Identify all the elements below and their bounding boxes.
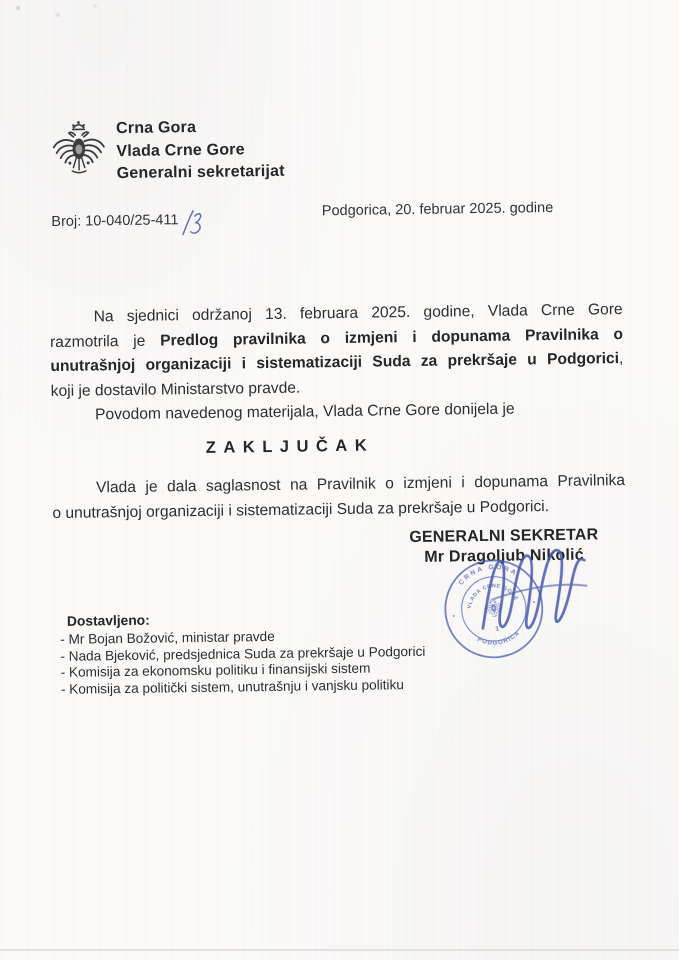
body-line: o unutrašnjoj organizaciji i sistematizaciji Suda za prekršaje u Podgorici. xyxy=(52,497,550,522)
montenegro-coat-of-arms-icon xyxy=(50,116,108,187)
list-item: - Nada Bjeković, predsjednica Suda za prekršaje u Podgorici xyxy=(60,643,426,664)
reference-row xyxy=(51,200,553,240)
body-line: koji je dostavilo Ministarstvo pravde. xyxy=(50,379,301,400)
signatory-title: GENERALNI SEKRETAR xyxy=(409,526,599,547)
distribution-label: Dostavljeno: xyxy=(66,612,150,629)
stamp-bottom-text: PODGORICA xyxy=(476,629,522,647)
signatory-name: Mr Dragoljub Nikolić xyxy=(424,546,584,566)
list-item: - Mr Bojan Božović, ministar pravde xyxy=(60,628,275,647)
body-text: , xyxy=(618,350,624,368)
handwritten-signature xyxy=(472,536,592,650)
conclusion-heading: ZAKLJUČAK xyxy=(205,436,375,457)
body-text-bold: Predlog pravilnika o izmjeni i dopunama Pravilnika o xyxy=(160,325,624,349)
reference-number xyxy=(51,205,206,240)
stamp-number: 1 xyxy=(494,625,500,633)
list-item: - Komisija za politički sistem, unutrašnju i vanjsku politiku xyxy=(60,676,404,697)
body-line: Na sjednici održanoj 13. februara 2025. godine, Vlada Crne Gore xyxy=(93,301,623,326)
document-body xyxy=(50,298,626,526)
handwritten-suffix-ink xyxy=(179,208,205,238)
body-text: razmotrila je xyxy=(49,331,161,351)
body-line: Vlada je dala saglasnost na Pravilnik o izmjeni i dopunama Pravilnika xyxy=(95,472,626,497)
stamp-inner-text: VLADA CRNE GORE xyxy=(466,583,520,610)
country-name: Crna Gora xyxy=(115,118,197,138)
reference-number-text: Broj: 10-040/25-411 xyxy=(51,212,179,230)
institution-name: Vlada Crne Gore xyxy=(116,140,245,160)
stamp-outer-text: CRNA GORA xyxy=(457,563,519,587)
stamp-separator-dot: • xyxy=(532,599,536,607)
department-name: Generalni sekretarijat xyxy=(116,162,285,183)
body-text-bold: unutrašnjoj organizaciji i sistematizaciji Suda za prekršaje u Podgorici xyxy=(50,350,620,376)
place-date: Podgorica, 20. februar 2025. godine xyxy=(321,199,554,220)
letterhead xyxy=(50,114,285,187)
distribution-list xyxy=(60,609,426,698)
body-line: Povodom navedenog materijala, Vlada Crne Gore donijela je xyxy=(94,400,515,424)
scan-edge-artifact xyxy=(0,949,679,951)
letterhead-text xyxy=(116,114,285,186)
list-item: - Komisija za ekonomsku politiku i finansijski sistem xyxy=(60,660,371,680)
stamp-separator-dot: • xyxy=(452,613,456,621)
